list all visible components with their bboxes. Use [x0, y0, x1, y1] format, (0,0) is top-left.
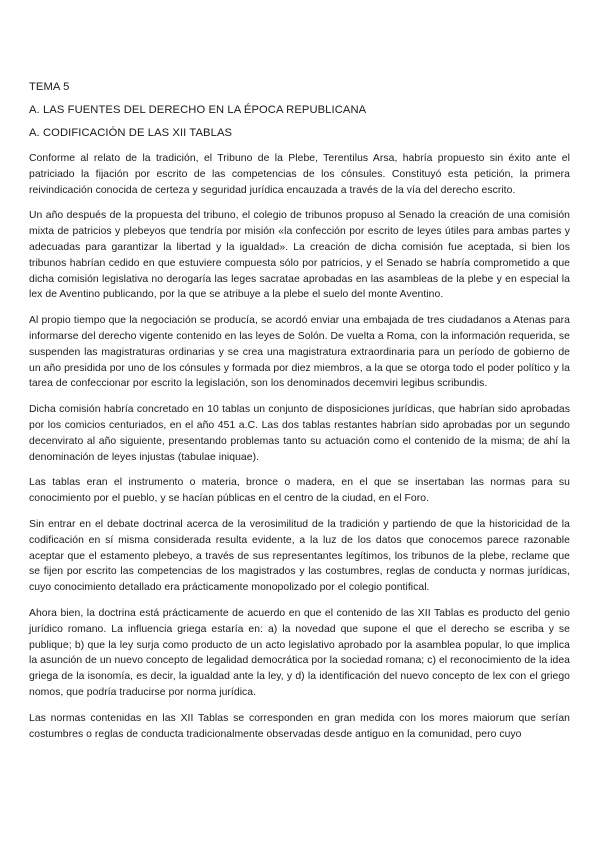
paragraph: Las tablas eran el instrumento o materia, bronce o madera, en el que se insertaban las normas para su conocimiento por el pueblo, y se hacían públicas en el centro de la ciudad, en el Foro. [29, 477, 570, 505]
paragraph: Las normas contenidas en las XII Tablas se corresponden en gran medida con los mores maiorum que serían costumbres o reglas de conducta tradicionalmente observadas desde antiguo en la comunidad, pero cuyo [29, 712, 570, 740]
paragraph: Dicha comisión habría concretado en 10 tablas un conjunto de disposiciones jurídicas, que habrían sido aprobadas por los comicios centuriados, en el año 451 a.C. Las dos tablas restantes habrían sido aprobadas por un segundo decenvirato al año siguiente, presentando problemas tanto su actuación como el contenido de la misma; de ahí la denominación de leyes injustas (tabulae iniquae). [29, 404, 570, 463]
subsection-heading: A. CODIFICACIÓN DE LAS XII TABLAS [29, 127, 233, 139]
paragraph: Un año después de la propuesta del tribuno, el colegio de tribunos propuso al Senado la creación de una comisión mixta de patricios y plebeyos que tendría por misión «la confección por escrito de leyes útiles para ambas partes y adecuadas para garantizar la libertad y la igualdad». La creación de dicha comisión fue aceptada, si bien los tribunos habrían cedido en que estuviere compuesta sólo por patricios, y el Senado se habría comprometido a que dicha comisión legislativa no derogaría las leges sacratae aprobadas en las asambleas de la plebe y en especial la lex de Aventino publicando, por la que se atribuye a la plebe el suelo del monte Aventino. [29, 210, 570, 301]
section-heading: A. LAS FUENTES DEL DERECHO EN LA ÉPOCA REPUBLICANA [29, 104, 367, 116]
topic-heading: TEMA 5 [29, 81, 70, 93]
paragraph: Al propio tiempo que la negociación se producía, se acordó enviar una embajada de tres ciudadanos a Atenas para informarse del derecho vigente contenido en las leyes de Solón. De vuelta a Roma, con la información requerida, se suspenden las magistraturas ordinarias y se crea una magistratura extraordinaria para un período de gobierno de un año presidida por uno de los cónsules y formada por diez miembros, a la que se otorga todo el poder político y la tarea de confeccionar por escrito la legislación, son los denominados decemviri legibus scribundis. [29, 315, 570, 390]
paragraph: Sin entrar en el debate doctrinal acerca de la verosimilitud de la tradición y partiendo de que la historicidad de la codificación en sí misma considerada resulta evidente, a la luz de los datos que conocemos parece razonable aceptar que el estamento plebeyo, a través de sus representantes legítimos, los tribunos de la plebe, reclame que se fijen por escrito las competencias de los magistrados y las costumbres, reglas de conducta y normas jurídicas, cuyo conocimiento detallado era prácticamente monopolizado por el colegio pontifical. [29, 518, 570, 594]
paragraph: Conforme al relato de la tradición, el Tribuno de la Plebe, Terentilus Arsa, habría propuesto sin éxito ante el patriciado la fijación por escrito de las competencias de los cónsules. Constituyó esta petición, la primera reivindicación conocida de certeza y seguridad jurídica encauzada a través de la vía del derecho escrito. [29, 153, 570, 196]
paragraph: Ahora bien, la doctrina está prácticamente de acuerdo en que el contenido de las XII Tablas es producto del genio jurídico romano. La influencia griega estaría en: a) la novedad que supone el que el derecho se escriba y se publique; b) que la ley surja como producto de un acto legislativo aprobado por la asamblea popular, lo que implica la asunción de un nuevo concepto de legalidad democrática por la sociedad romana; c) el reconocimiento de la idea griega de la isonomía, es decir, la igualdad ante la ley, y d) la identificación del nuevo concepto de lex con el griego nomos, que podría traducirse por norma jurídica. [29, 607, 570, 698]
